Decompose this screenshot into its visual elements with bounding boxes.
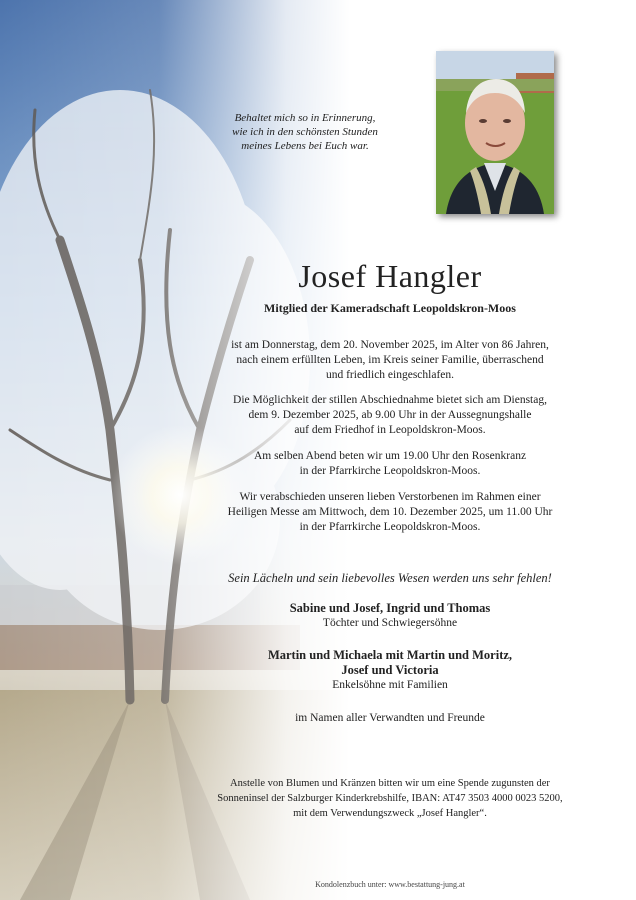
condolence-book-link[interactable]: Kondolenzbuch unter: www.bestattung-jung.at <box>315 880 465 889</box>
viewing-paragraph <box>190 393 590 438</box>
text-line: und friedlich eingeschlafen. <box>325 369 455 381</box>
mourner-relation: Töchter und Schwiegersöhne <box>322 617 458 629</box>
memorial-motto: Sein Lächeln und sein liebevolles Wesen werden uns sehr fehlen! <box>228 571 552 585</box>
text-line: mit dem Verwendungszweck „Josef Hangler“. <box>293 808 487 819</box>
text-line: in der Pfarrkirche Leopoldskron-Moos. <box>299 465 481 477</box>
text-line: Die Möglichkeit der stillen Abschiednahme bietet sich am Dienstag, <box>233 394 547 406</box>
mourner-name-line: Martin und Michaela mit Martin und Moritz, <box>267 648 513 662</box>
text-line: Heiligen Messe am Mittwoch, dem 10. Dezember 2025, um 11.00 Uhr <box>227 506 553 518</box>
membership-line: Mitglied der Kameradschaft Leopoldskron-Moos <box>264 301 516 315</box>
quote-line: wie ich in den schönsten Stunden <box>232 126 378 138</box>
portrait-photo <box>436 51 554 214</box>
mourner-relation: Enkelsöhne mit Familien <box>332 679 448 691</box>
closing-line: im Namen aller Verwandten und Freunde <box>295 712 485 724</box>
mourner-name-line: Josef und Victoria <box>341 663 439 677</box>
quote-line: Behaltet mich so in Erinnerung, <box>234 112 376 124</box>
text-line: Sonneninsel der Salzburger Kinderkrebshilfe, IBAN: AT47 3503 4000 0023 5200, <box>217 793 563 804</box>
text-line: Anstelle von Blumen und Kränzen bitten wir um eine Spende zugunsten der <box>230 778 550 789</box>
text-line: ist am Donnerstag, dem 20. November 2025, im Alter von 86 Jahren, <box>231 339 549 351</box>
memorial-quote <box>200 111 410 153</box>
rosary-paragraph <box>190 449 590 479</box>
deceased-name: Josef Hangler <box>298 258 482 294</box>
text-line: auf dem Friedhof in Leopoldskron-Moos. <box>294 424 486 436</box>
text-line: Wir verabschieden unseren lieben Verstorbenen im Rahmen einer <box>239 491 541 503</box>
text-line: nach einem erfüllten Leben, im Kreis seiner Familie, überraschend <box>236 354 544 366</box>
mourner-names <box>190 601 590 616</box>
donation-request <box>180 776 600 821</box>
mourner-names <box>190 648 590 678</box>
text-line: in der Pfarrkirche Leopoldskron-Moos. <box>299 521 481 533</box>
quote-line: meines Lebens bei Euch war. <box>241 140 369 152</box>
text-line: dem 9. Dezember 2025, ab 9.00 Uhr in der Aussegnungshalle <box>248 409 532 421</box>
passing-paragraph <box>190 338 590 383</box>
mass-paragraph <box>190 490 590 535</box>
text-line: Am selben Abend beten wir um 19.00 Uhr den Rosenkranz <box>253 450 527 462</box>
mourner-name-line: Sabine und Josef, Ingrid und Thomas <box>289 601 491 615</box>
